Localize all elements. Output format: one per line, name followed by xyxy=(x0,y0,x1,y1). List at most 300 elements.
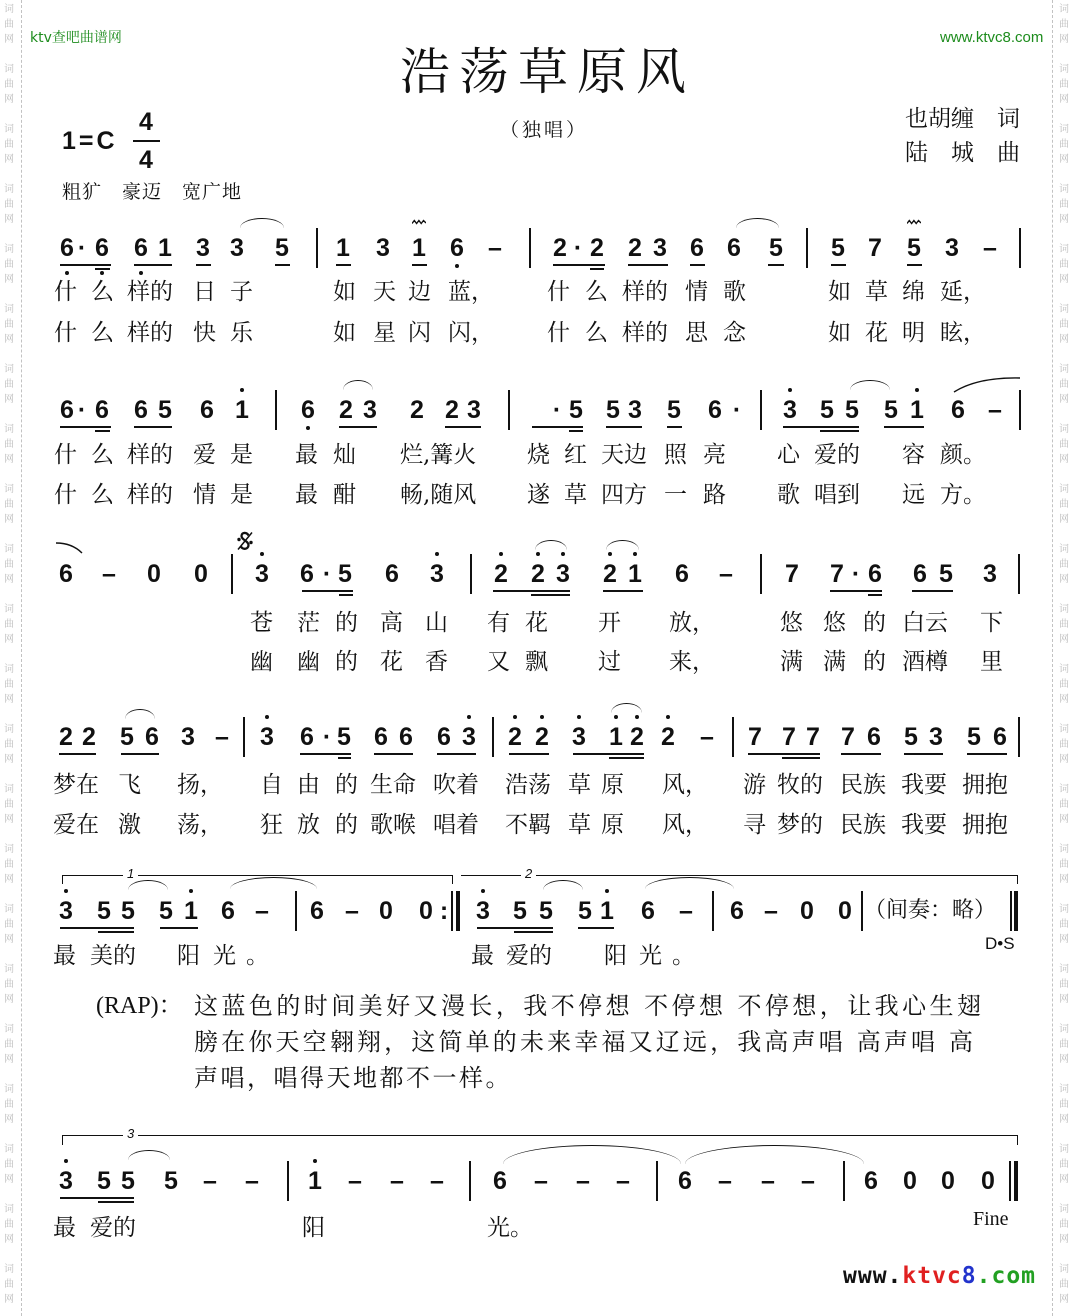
note: 3 xyxy=(780,398,800,423)
time-signature-line xyxy=(133,140,160,142)
lyric-syllable: 念 xyxy=(723,320,746,346)
note: 6 xyxy=(727,234,741,262)
barline xyxy=(470,554,472,594)
watermark-text: 词曲网 xyxy=(1059,244,1069,285)
note: 2 xyxy=(532,725,552,750)
lyric-syllable: 酒樽 xyxy=(902,649,948,675)
lyric-syllable: 延， xyxy=(940,279,986,305)
note: 5 xyxy=(769,234,783,262)
barline xyxy=(508,390,510,430)
note xyxy=(529,398,549,423)
lyric-syllable: 烂,篝火 xyxy=(400,442,477,468)
note: 2 xyxy=(505,725,525,750)
rest: 0 xyxy=(838,897,852,925)
logo-com: .com xyxy=(976,1263,1037,1289)
note: 6 xyxy=(867,723,881,751)
barline xyxy=(843,1161,845,1201)
watermark-text: 词曲网 xyxy=(1059,784,1069,825)
note: 6 xyxy=(913,560,927,588)
note: 1 xyxy=(336,234,350,262)
lyric-syllable: 民族 xyxy=(840,772,886,798)
note: 5 xyxy=(97,897,111,925)
duration-underline xyxy=(336,264,351,266)
note: 6 xyxy=(300,723,314,751)
lyric-syllable: 的 xyxy=(863,649,886,675)
duration-underline xyxy=(904,753,943,755)
barline xyxy=(732,717,734,757)
right-watermark-column xyxy=(1057,2,1071,1316)
lyric-syllable: 由 xyxy=(297,772,320,798)
lyric-syllable: 方。 xyxy=(940,482,986,508)
note: 5 xyxy=(578,897,592,925)
lyric-syllable: 寻 xyxy=(743,812,766,838)
extension-dash: – xyxy=(430,1167,444,1195)
augmentation-dot: · xyxy=(77,396,87,424)
rest: 0 xyxy=(194,560,208,588)
lyric-syllable: 红 xyxy=(564,442,587,468)
lyric-syllable: 的 xyxy=(335,649,358,675)
rest: 0 xyxy=(379,897,393,925)
extension-dash: – xyxy=(102,560,116,588)
note: 3 xyxy=(459,725,479,750)
lyric-syllable: 爱的 xyxy=(506,943,552,969)
site-url-label: www.ktvc8.com xyxy=(940,29,1044,46)
duration-underline xyxy=(98,1201,134,1203)
lyric-syllable: 歌 xyxy=(723,279,746,305)
watermark-text: 词曲网 xyxy=(1059,844,1069,885)
lyric-syllable: 唱到 xyxy=(814,482,860,508)
note: 7 xyxy=(806,723,820,751)
lyric-syllable: 花 xyxy=(525,610,548,636)
lyric-syllable: 唱着 xyxy=(433,812,479,838)
extension-dash: – xyxy=(679,897,693,925)
lyric-syllable: 风， xyxy=(662,772,708,798)
barline xyxy=(760,390,762,430)
note: 6 xyxy=(864,1167,878,1195)
extension-dash: – xyxy=(348,1167,362,1195)
barline xyxy=(295,891,297,931)
note: 5 xyxy=(120,723,134,751)
note: 2 xyxy=(410,396,424,424)
duration-underline xyxy=(782,757,820,759)
lyric-syllable: 爱的 xyxy=(90,1215,136,1241)
note: 3 xyxy=(427,562,447,587)
note: 3 xyxy=(653,234,667,262)
final-barline-thin xyxy=(1010,891,1012,931)
lyric-syllable: 高 xyxy=(380,610,403,636)
note: 5 xyxy=(967,723,981,751)
lyric-syllable: 远 xyxy=(902,482,925,508)
barline xyxy=(1019,390,1021,430)
tie-arc xyxy=(685,1145,864,1183)
watermark-text: 词曲网 xyxy=(1059,604,1069,645)
note: 5 xyxy=(831,234,845,262)
note: 3 xyxy=(181,723,195,751)
lyric-syllable: 什 xyxy=(54,320,77,346)
lyric-syllable: 下 xyxy=(980,610,1003,636)
augmentation-dot: · xyxy=(322,723,332,751)
lyric-syllable: 最 xyxy=(53,943,76,969)
lyric-syllable: 样的 xyxy=(622,320,668,346)
lyric-syllable: 么 xyxy=(91,482,114,508)
watermark-text: 词曲网 xyxy=(1059,1084,1069,1125)
rest: 0 xyxy=(981,1167,995,1195)
extension-dash: – xyxy=(718,1167,732,1195)
note: 6 xyxy=(200,396,214,424)
expression-marking: 粗犷 豪迈 宽广地 xyxy=(62,181,243,203)
lyric-syllable: 扬， xyxy=(177,772,223,798)
lyric-syllable: 爱在 xyxy=(53,812,99,838)
watermark-text: 词曲网 xyxy=(1059,1024,1069,1065)
slur-arc xyxy=(343,380,373,400)
watermark-text: 词曲网 xyxy=(4,64,14,105)
barline xyxy=(656,1161,658,1201)
rest: 0 xyxy=(800,897,814,925)
duration-underline xyxy=(339,426,377,428)
note: 6 xyxy=(131,236,151,261)
note: 7 xyxy=(868,234,882,262)
lyric-syllable: 白云 xyxy=(902,610,948,636)
lyric-syllable: 的 xyxy=(335,610,358,636)
watermark-text: 词曲网 xyxy=(1059,364,1069,405)
lyric-syllable: 。 xyxy=(672,943,695,969)
extension-dash: – xyxy=(761,1167,775,1195)
lyric-syllable: 子 xyxy=(230,279,253,305)
duration-underline xyxy=(302,590,353,592)
lyric-syllable: 是 xyxy=(230,442,253,468)
lyric-syllable: 风， xyxy=(662,812,708,838)
extension-dash: – xyxy=(983,234,997,262)
watermark-text: 词曲网 xyxy=(4,1204,14,1245)
barline xyxy=(1018,554,1020,594)
duration-underline xyxy=(339,594,353,596)
interlude-note: （间奏：略） xyxy=(864,898,997,923)
note: 3 xyxy=(230,234,244,262)
lyric-syllable: 拥抱 xyxy=(962,812,1008,838)
lyric-syllable: 烧 xyxy=(527,442,550,468)
note: 5 xyxy=(338,560,352,588)
note: 6 xyxy=(59,560,73,588)
lyric-syllable: 样的 xyxy=(127,442,173,468)
note: 6 xyxy=(641,897,655,925)
duration-underline xyxy=(95,430,110,432)
tie-arc xyxy=(503,1145,681,1183)
duration-underline xyxy=(967,753,1007,755)
extension-dash: – xyxy=(203,1167,217,1195)
slur-arc xyxy=(240,218,284,238)
logo-eight: 8 xyxy=(961,1263,977,1289)
extension-dash: – xyxy=(488,234,502,262)
duration-underline xyxy=(412,264,427,266)
note: 5 xyxy=(884,396,898,424)
duration-underline xyxy=(437,753,476,755)
extension-dash: – xyxy=(534,1167,548,1195)
watermark-text: 词曲网 xyxy=(4,424,14,465)
duration-underline xyxy=(374,753,413,755)
note: 6 xyxy=(675,560,689,588)
watermark-text: 词曲网 xyxy=(4,4,14,45)
note: 6 xyxy=(993,723,1007,751)
augmentation-dot: · xyxy=(77,234,87,262)
watermark-text: 词曲网 xyxy=(4,544,14,585)
logo-ktvc: ktvc xyxy=(902,1263,962,1289)
volta-bracket-3 xyxy=(62,1126,1018,1145)
watermark-text: 词曲网 xyxy=(1059,484,1069,525)
slur-arc xyxy=(543,880,583,900)
watermark-text: 词曲网 xyxy=(1059,184,1069,225)
duration-underline xyxy=(748,753,820,755)
lyric-syllable: 什 xyxy=(54,279,77,305)
watermark-text: 词曲网 xyxy=(4,664,14,705)
note: 6 xyxy=(145,723,159,751)
duration-underline xyxy=(628,264,668,266)
duration-underline xyxy=(160,927,198,929)
note: 2 xyxy=(600,562,620,587)
extension-dash: – xyxy=(616,1167,630,1195)
lyric-syllable: 幽 xyxy=(297,649,320,675)
lyric-syllable: 情 xyxy=(193,482,216,508)
lyric-syllable: 草 xyxy=(568,772,591,798)
note: 5 xyxy=(513,897,527,925)
lyric-syllable: 边 xyxy=(408,279,431,305)
lyric-syllable: 颜。 xyxy=(940,442,986,468)
lyric-syllable: 原 xyxy=(601,772,624,798)
watermark-text: 词曲网 xyxy=(4,304,14,345)
lyric-syllable: 如 xyxy=(333,320,356,346)
lyric-syllable: 幽 xyxy=(250,649,273,675)
duration-underline xyxy=(275,264,290,266)
volta-label: 1 xyxy=(123,867,138,881)
final-barline-thick xyxy=(1014,891,1018,931)
final-barline-thin xyxy=(1009,1161,1011,1201)
note: 2 xyxy=(658,725,678,750)
barline xyxy=(469,1161,471,1201)
fine-marking: Fine xyxy=(973,1208,1009,1230)
slur-arc xyxy=(128,880,168,900)
repeat-barline-thin xyxy=(451,891,453,931)
lyric-syllable: 歌 xyxy=(777,482,800,508)
barline xyxy=(861,891,863,931)
augmentation-dot: · xyxy=(552,396,562,424)
duration-underline xyxy=(690,264,705,266)
note: 7 xyxy=(841,723,855,751)
extension-dash: – xyxy=(764,897,778,925)
duration-underline xyxy=(768,264,784,266)
note: 6 xyxy=(60,396,74,424)
duration-underline xyxy=(884,426,924,428)
lyric-syllable: 四方 xyxy=(601,482,647,508)
note: 7 xyxy=(785,560,799,588)
time-signature-denominator: 4 xyxy=(139,146,153,174)
lyric-syllable: 花 xyxy=(380,649,403,675)
lyric-syllable: 生命 xyxy=(370,772,416,798)
slur-arc xyxy=(850,380,890,400)
site-name-label: ktv查吧曲谱网 xyxy=(30,30,122,46)
lyric-syllable: 苍 xyxy=(250,610,273,636)
note: 2 xyxy=(59,723,73,751)
lyric-syllable: 酣 xyxy=(333,482,356,508)
lyric-syllable: 草 xyxy=(568,812,591,838)
note: 2 xyxy=(339,396,353,424)
slur-arc xyxy=(535,540,567,560)
duration-underline xyxy=(60,927,134,929)
lyric-syllable: 荡， xyxy=(177,812,223,838)
lyric-syllable: 畅,随风 xyxy=(400,482,477,508)
watermark-text: 词曲网 xyxy=(1059,724,1069,765)
note: 1 xyxy=(158,234,172,262)
duration-underline xyxy=(553,264,605,266)
note: 2 xyxy=(528,562,548,587)
extension-dash: – xyxy=(700,723,714,751)
lyric-syllable: 梦的 xyxy=(777,812,823,838)
lyric-syllable: 亮 xyxy=(703,442,726,468)
barline xyxy=(806,228,808,268)
lyric-syllable: 什 xyxy=(54,482,77,508)
lyric-syllable: 满 xyxy=(823,649,846,675)
lyric-syllable: 样的 xyxy=(127,482,173,508)
note: 1 xyxy=(305,1169,325,1194)
lyric-syllable: 美的 xyxy=(90,943,136,969)
note: 6 xyxy=(493,1167,507,1195)
lyric-syllable: 飞 xyxy=(118,772,141,798)
lyric-syllable: 梦在 xyxy=(53,772,99,798)
duration-underline xyxy=(60,1197,134,1199)
note: 1 xyxy=(412,234,426,262)
lyric-syllable: 日 xyxy=(193,279,216,305)
barline xyxy=(275,390,277,430)
lyric-syllable: 狂 xyxy=(260,812,283,838)
extension-dash: – xyxy=(576,1167,590,1195)
slur-arc xyxy=(736,218,779,238)
note: 5 xyxy=(907,234,921,262)
composer-credit: 陆 城 曲 xyxy=(905,140,1020,166)
watermark-text: 词曲网 xyxy=(1059,964,1069,1005)
watermark-text: 词曲网 xyxy=(4,904,14,945)
slur-arc xyxy=(611,703,642,723)
duration-underline xyxy=(509,753,549,755)
duration-underline xyxy=(590,268,604,270)
note: 2 xyxy=(628,234,642,262)
lyric-syllable: 游 xyxy=(743,772,766,798)
lyric-syllable: 。 xyxy=(246,943,269,969)
song-title: 浩荡草原风 xyxy=(400,43,695,101)
note: 6 xyxy=(399,723,413,751)
lyric-syllable: 闪， xyxy=(448,320,494,346)
duration-underline xyxy=(820,430,859,432)
watermark-text: 词曲网 xyxy=(1059,124,1069,165)
lyric-syllable: 悠 xyxy=(823,610,846,636)
barline xyxy=(1019,228,1021,268)
left-watermark-column xyxy=(2,2,16,1316)
watermark-text: 词曲网 xyxy=(4,184,14,225)
note: 3 xyxy=(196,234,210,262)
barline xyxy=(529,228,531,268)
watermark-text: 词曲网 xyxy=(4,244,14,285)
note: 6 xyxy=(690,234,704,262)
note: 5 xyxy=(939,560,953,588)
left-margin-dashed-line xyxy=(21,0,22,1316)
note: 5 xyxy=(845,396,859,424)
duration-underline xyxy=(831,264,846,266)
note: 5 xyxy=(164,1167,178,1195)
note: 6 xyxy=(437,723,451,751)
watermark-text: 词曲网 xyxy=(1059,904,1069,945)
lyric-syllable: 天边 xyxy=(601,442,647,468)
lyric-syllable: 民族 xyxy=(840,812,886,838)
lyric-syllable: 爱 xyxy=(193,442,216,468)
lyric-syllable: 情 xyxy=(685,279,708,305)
extension-dash: – xyxy=(390,1167,404,1195)
lyricist-credit: 也胡缠 词 xyxy=(905,106,1020,132)
lyric-syllable: 什 xyxy=(547,320,570,346)
watermark-text: 词曲网 xyxy=(1059,544,1069,585)
note: 1 xyxy=(232,398,252,423)
lyric-syllable: 心 xyxy=(777,442,800,468)
lyric-syllable: 么 xyxy=(91,442,114,468)
lyric-syllable: 爱的 xyxy=(814,442,860,468)
augmentation-dot: · xyxy=(732,396,742,424)
note: 5 xyxy=(121,1167,135,1195)
lyric-syllable: 么 xyxy=(91,320,114,346)
lyric-syllable: 样的 xyxy=(127,320,173,346)
duration-underline xyxy=(338,757,351,759)
note: 6 xyxy=(134,396,148,424)
duration-underline xyxy=(95,268,110,270)
key-signature: 1=C xyxy=(62,127,118,155)
duration-underline xyxy=(134,426,172,428)
note: 2 xyxy=(491,562,511,587)
duration-underline xyxy=(477,927,553,929)
duration-underline xyxy=(532,426,583,428)
extension-dash: – xyxy=(988,396,1002,424)
rest: 0 xyxy=(941,1167,955,1195)
rap-line-1: 这蓝色的时间美好又漫长，我不停想 不停想 不停想，让我心生翅 xyxy=(194,992,981,1020)
watermark-text: 词曲网 xyxy=(4,724,14,765)
lyric-syllable: 激 xyxy=(118,812,141,838)
note: 3 xyxy=(467,396,481,424)
lyric-syllable: 放 xyxy=(297,812,320,838)
lyric-syllable: 星 xyxy=(373,320,396,346)
rap-line-3: 声唱，唱得天地都不一样。 xyxy=(194,1064,512,1092)
lyric-syllable: 天 xyxy=(373,279,396,305)
lyric-syllable: 里 xyxy=(980,649,1003,675)
barline xyxy=(287,1161,289,1201)
note: 1 xyxy=(181,899,201,924)
watermark-text: 词曲网 xyxy=(1059,1144,1069,1185)
lyric-syllable: 原 xyxy=(601,812,624,838)
slur-arc xyxy=(125,709,155,729)
note: 6 xyxy=(221,897,235,925)
lyric-syllable: 样的 xyxy=(622,279,668,305)
trill-icon xyxy=(907,219,921,225)
note: 6 xyxy=(374,723,388,751)
lyric-syllable: 香 xyxy=(425,649,448,675)
lyric-syllable: 么 xyxy=(91,279,114,305)
watermark-text: 词曲网 xyxy=(1059,64,1069,105)
watermark-text: 词曲网 xyxy=(4,604,14,645)
duration-underline xyxy=(493,590,570,592)
note: 5 xyxy=(97,1167,111,1195)
duration-underline xyxy=(907,264,922,266)
duration-underline xyxy=(59,753,96,755)
tie-arc-ending xyxy=(52,540,86,556)
duration-underline xyxy=(830,590,882,592)
lyric-syllable: 牧的 xyxy=(777,772,823,798)
note: 1 xyxy=(597,899,617,924)
note: 3 xyxy=(983,560,997,588)
lyric-syllable: 最 xyxy=(295,482,318,508)
volta-bracket-2 xyxy=(461,866,1018,884)
